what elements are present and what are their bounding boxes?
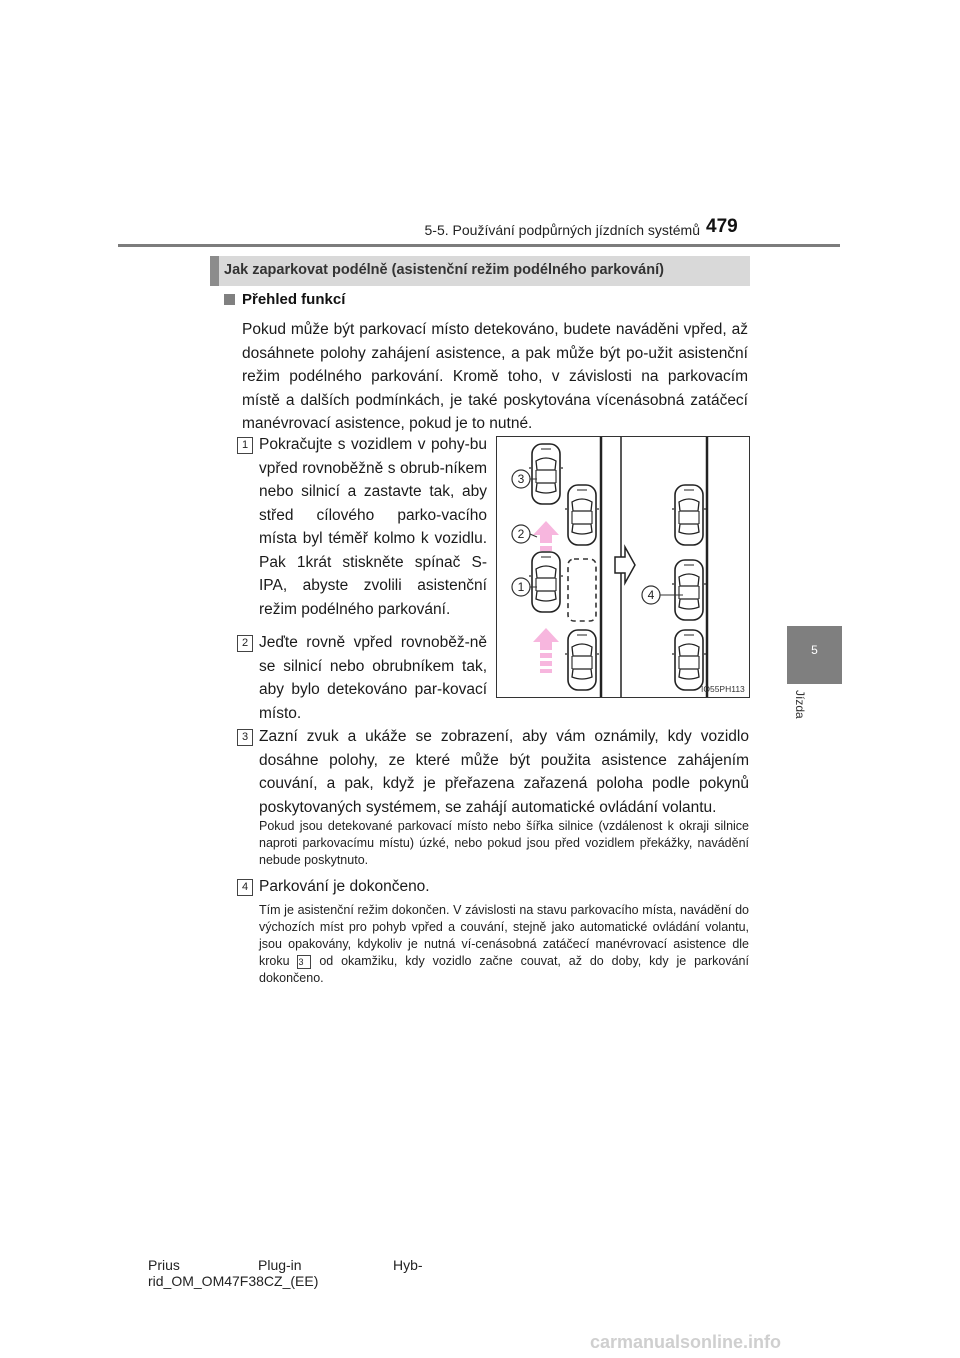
parking-diagram-svg [497,437,750,698]
step-4-note [259,902,749,987]
callout-label-4: 4 [647,588,655,602]
transition-arrow-icon [615,547,635,583]
figure-code: IO55PH113 [701,684,745,694]
footer-model-b: Plug-in [258,1257,302,1273]
intro-paragraph: Pokud může být parkovací místo detekováno, budete naváděni vpřed, až dosáhnete polohy zahájení asistence, a pak může být po-užit asistenční režim podélného parkování. Kromě toho, v závislosti na parkovacím místě a dalších podmínkách, je také poskytována vícenásobná zatáčecí manévrovací asistence, pokud je to nutné. [242,321,748,432]
footer-document-code: rid_OM_OM47F38CZ_(EE) [148,1273,319,1289]
step-2-number: 2 [237,635,253,652]
chapter-tab-label: Jízda [793,690,807,719]
vehicle-position-3 [529,444,563,504]
target-parking-space [568,559,596,621]
step-2-text: Jeďte rovně vpřed rovnoběž-ně se silnicí nebo obrubníkem tak, aby bylo detekováno par-kovací místo. [259,634,487,722]
vehicle-position-1 [529,552,563,612]
callout-label-1: 1 [517,580,525,594]
parking-diagram [496,436,750,698]
square-bullet-icon [224,294,235,305]
right-parked-car-upper [672,485,706,545]
header-rule [118,244,840,247]
section-heading: Jak zaparkovat podélně (asistenční režim podélného parkování) [224,262,664,278]
running-header: 5-5. Používání podpůrných jízdních systémů [424,222,700,238]
chapter-tab-number: 5 [811,643,818,657]
right-parked-car-lower [672,630,706,690]
step-4-note-part-a: Tím je asistenční režim dokončen. V závislosti na stavu parkovacího místa, navádění do výchozích míst pro pohyb vpřed a couvání, stejně jako automatické ovládání volantu, jsou opakovány, kdykoliv je nutná ví-cenásobná zatáčecí manévrovací asistence dle kroku [259,903,749,968]
page-number: 479 [706,216,738,237]
callout-label-2: 2 [517,527,525,541]
step-4-text: Parkování je dokončeno. [259,878,430,895]
step-1-text: Pokračujte s vozidlem v pohy-bu vpřed rovnoběžně s obrub-níkem nebo silnicí a zastavte tak, aby střed cílového parko-vacího místa byl téměř kolmo k vozidlu. Pak 1krát stiskněte spínač S-IPA, abyste zvolili asistenční režim podélného parkování. [259,436,487,618]
step-3-note: Pokud jsou detekované parkovací místo nebo šířka silnice (vzdálenost k okraji silnice naproti parkovacímu místu) úzké, nebo pokud jsou před vozidlem překážky, navádění nebude poskytnuto. [259,819,749,867]
step-4-number: 4 [237,879,253,896]
vehicle-parked-final [672,560,706,620]
forward-arrow-lower [533,628,559,673]
step-3-text: Zazní zvuk a ukáže se zobrazení, aby vám oznámily, kdy vozidlo dosáhne polohy, ze které může být použita asistence zahájením couvání, a pak, když je přeřazena zařazená poloha podle pokynů poskytovaných systémem, se zahájí automatické ovládání volantu. [259,728,749,816]
step-3-number: 3 [237,729,253,746]
subheading [224,291,345,308]
parked-car-lower [565,630,599,690]
footer-model-c: Hyb- [393,1257,423,1273]
step-reference-3: 3 [297,955,311,969]
watermark: carmanualsonline.info [590,1332,782,1352]
subheading-text: Přehled funkcí [242,291,346,308]
step-4-note-part-b: od okamžiku, kdy vozidlo začne couvat, až do doby, kdy je parkování dokončeno. [259,954,749,985]
callout-label-3: 3 [517,472,525,486]
footer-model-a: Prius [148,1257,180,1273]
step-1-number: 1 [237,437,253,454]
parked-car-upper [565,485,599,545]
